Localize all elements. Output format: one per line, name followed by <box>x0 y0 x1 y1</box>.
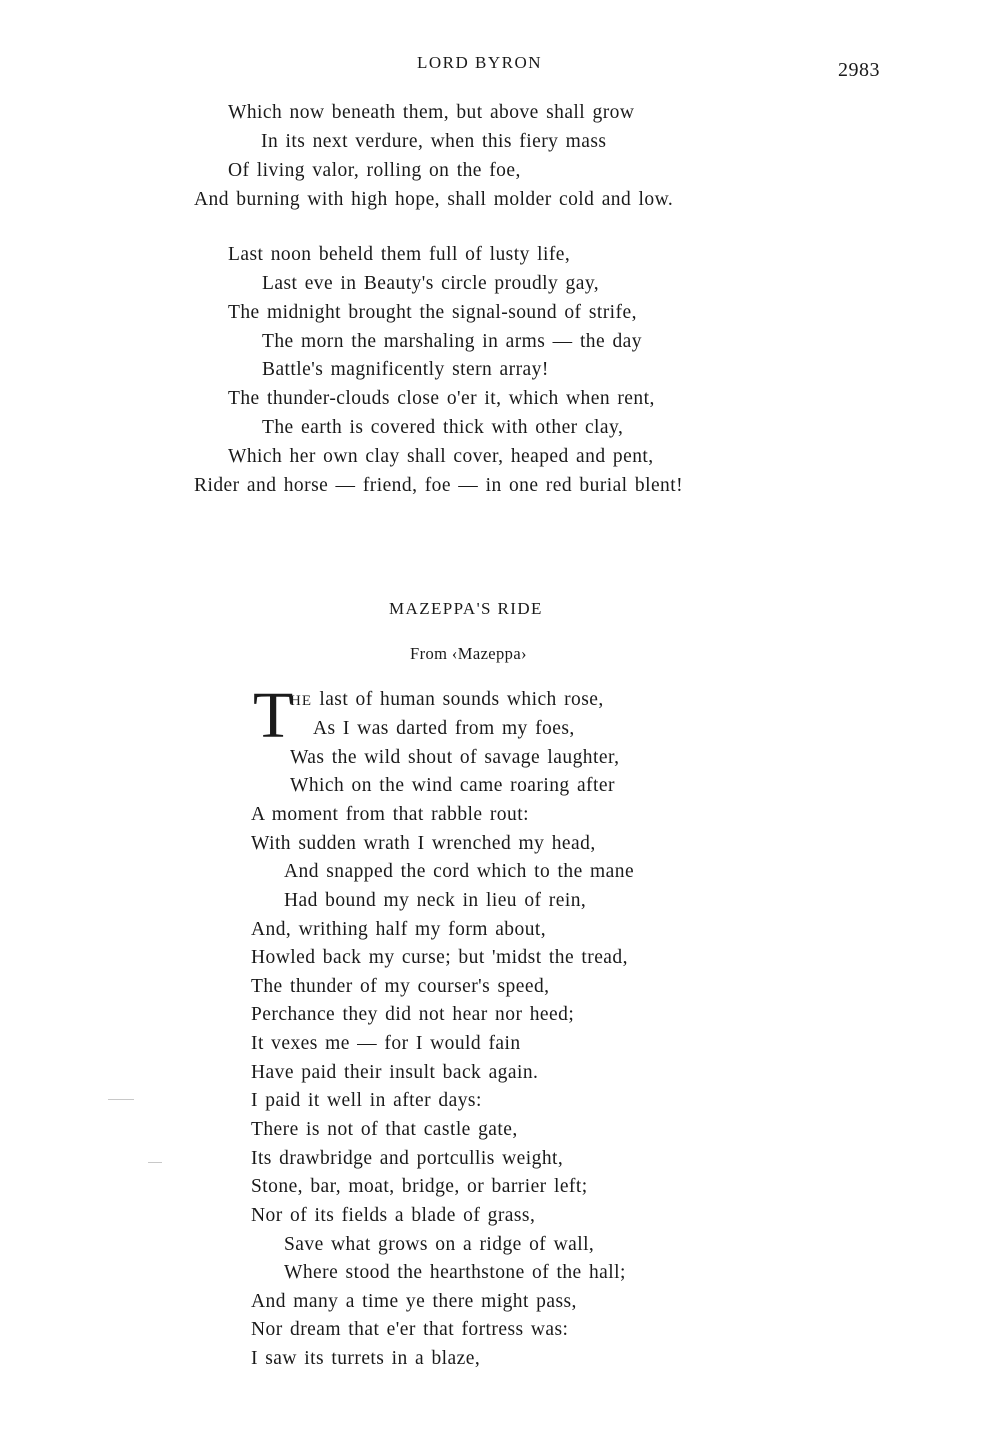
verse-line: Had bound my neck in lieu of rein, <box>284 890 587 911</box>
verse-line: Was the wild shout of savage laughter, <box>290 747 620 768</box>
verse-line: I paid it well in after days: <box>251 1090 482 1111</box>
verse-line: The thunder-clouds close o'er it, which when rent, <box>228 388 655 409</box>
verse-line: I saw its turrets in a blaze, <box>251 1348 481 1369</box>
verse-line: Perchance they did not hear nor heed; <box>251 1004 575 1025</box>
running-head: LORD BYRON <box>417 53 543 72</box>
verse-line: There is not of that castle gate, <box>251 1119 518 1140</box>
verse-line: Save what grows on a ridge of wall, <box>284 1234 595 1255</box>
verse-line: And many a time ye there might pass, <box>251 1291 577 1312</box>
verse-line: Stone, bar, moat, bridge, or barrier left; <box>251 1176 588 1197</box>
verse-line: The midnight brought the signal-sound of strife, <box>228 302 637 323</box>
poem-source: From ‹Mazeppa› <box>410 644 527 663</box>
page-header <box>0 52 1000 81</box>
verse-line: It vexes me — for I would fain <box>251 1033 521 1054</box>
verse-line: The morn the marshaling in arms — the day <box>262 331 642 352</box>
verse-line: Last eve in Beauty's circle proudly gay, <box>262 273 600 294</box>
page-number: 2983 <box>838 59 880 81</box>
first-line-rest: last of human sounds which rose, <box>312 689 604 710</box>
verse-line: Nor of its fields a blade of grass, <box>251 1205 536 1226</box>
verse-line: A moment from that rabble rout: <box>251 804 529 825</box>
verse-line: And snapped the cord which to the mane <box>284 861 635 882</box>
verse-line: Battle's magnificently stern array! <box>262 359 549 380</box>
scan-mark <box>148 1162 162 1163</box>
verse-line: And burning with high hope, shall molder cold and low. <box>194 189 674 210</box>
verse-line: And, writhing half my form about, <box>251 919 547 940</box>
verse-line: Which now beneath them, but above shall grow <box>228 102 635 123</box>
verse-line-first <box>290 688 604 713</box>
verse-line: Its drawbridge and portcullis weight, <box>251 1148 564 1169</box>
first-word-smallcaps: HE <box>290 693 312 709</box>
verse-line: The thunder of my courser's speed, <box>251 976 550 997</box>
verse-line: Which her own clay shall cover, heaped and pent, <box>228 446 654 467</box>
verse-line: Where stood the hearthstone of the hall; <box>284 1262 626 1283</box>
verse-line: Rider and horse — friend, foe — in one red burial blent! <box>194 475 684 496</box>
verse-line: Howled back my curse; but 'midst the tread, <box>251 947 628 968</box>
verse-line: Nor dream that e'er that fortress was: <box>251 1319 569 1340</box>
verse-line: The earth is covered thick with other clay, <box>262 417 624 438</box>
verse-line: Which on the wind came roaring after <box>290 775 615 796</box>
poem-title: MAZEPPA'S RIDE <box>389 599 543 618</box>
drop-cap: T <box>253 679 294 752</box>
verse-line: In its next verdure, when this fiery mass <box>261 131 607 152</box>
verse-line: Have paid their insult back again. <box>251 1062 539 1083</box>
verse-line: Last noon beheld them full of lusty life, <box>228 244 571 265</box>
verse-line: Of living valor, rolling on the foe, <box>228 160 521 181</box>
verse-line: With sudden wrath I wrenched my head, <box>251 833 596 854</box>
scan-mark <box>108 1099 134 1100</box>
verse-line: As I was darted from my foes, <box>313 718 575 739</box>
